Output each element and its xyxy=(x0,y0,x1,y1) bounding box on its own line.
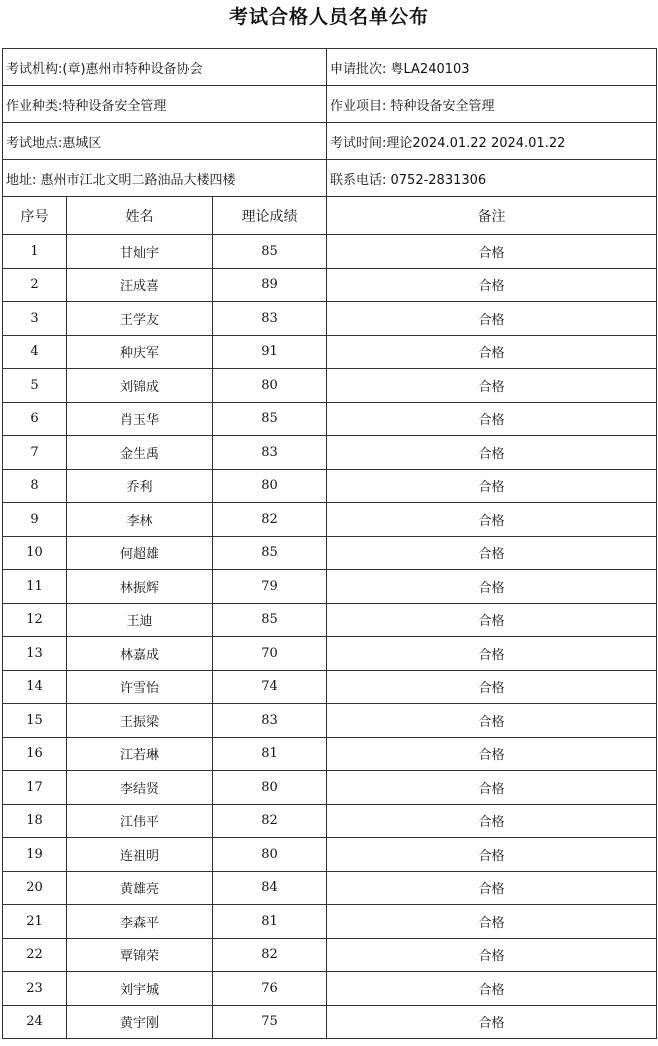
row-number: 10 xyxy=(3,536,67,570)
row-score: 83 xyxy=(213,302,327,336)
table-row xyxy=(3,1005,657,1039)
row-score: 80 xyxy=(213,369,327,403)
row-note: 合格 xyxy=(327,737,657,771)
row-number: 17 xyxy=(3,771,67,805)
job-type: 作业种类:特种设备安全管理 xyxy=(3,86,327,123)
row-number: 19 xyxy=(3,838,67,872)
row-name: 王学友 xyxy=(67,302,213,336)
row-score: 83 xyxy=(213,704,327,738)
row-name: 许雪怡 xyxy=(67,670,213,704)
contact-phone: 联系电话: 0752-2831306 xyxy=(327,160,657,197)
row-note: 合格 xyxy=(327,402,657,436)
row-number: 16 xyxy=(3,737,67,771)
table-row xyxy=(3,335,657,369)
row-name: 黄宇刚 xyxy=(67,1005,213,1039)
row-name: 王振梁 xyxy=(67,704,213,738)
exam-location: 考试地点:惠城区 xyxy=(3,123,327,160)
row-note: 合格 xyxy=(327,268,657,302)
table-row xyxy=(3,603,657,637)
row-number: 4 xyxy=(3,335,67,369)
row-note: 合格 xyxy=(327,704,657,738)
row-note: 合格 xyxy=(327,1005,657,1039)
row-score: 85 xyxy=(213,536,327,570)
row-number: 15 xyxy=(3,704,67,738)
row-note: 合格 xyxy=(327,603,657,637)
results-table xyxy=(2,48,657,1039)
row-number: 6 xyxy=(3,402,67,436)
row-number: 7 xyxy=(3,436,67,470)
row-name: 种庆军 xyxy=(67,335,213,369)
row-score: 85 xyxy=(213,402,327,436)
info-row xyxy=(3,123,657,160)
table-row xyxy=(3,369,657,403)
row-name: 乔利 xyxy=(67,469,213,503)
job-item: 作业项目: 特种设备安全管理 xyxy=(327,86,657,123)
row-name: 江若琳 xyxy=(67,737,213,771)
table-row xyxy=(3,804,657,838)
row-number: 8 xyxy=(3,469,67,503)
row-number: 14 xyxy=(3,670,67,704)
table-row xyxy=(3,570,657,604)
row-name: 黄雄亮 xyxy=(67,871,213,905)
row-note: 合格 xyxy=(327,335,657,369)
header-note: 备注 xyxy=(327,197,657,235)
row-number: 11 xyxy=(3,570,67,604)
row-note: 合格 xyxy=(327,436,657,470)
row-score: 84 xyxy=(213,871,327,905)
row-number: 20 xyxy=(3,871,67,905)
table-row xyxy=(3,737,657,771)
row-note: 合格 xyxy=(327,302,657,336)
row-number: 18 xyxy=(3,804,67,838)
row-score: 80 xyxy=(213,771,327,805)
exam-time: 考试时间:理论2024.01.22 2024.01.22 xyxy=(327,123,657,160)
row-number: 12 xyxy=(3,603,67,637)
row-number: 9 xyxy=(3,503,67,537)
row-note: 合格 xyxy=(327,536,657,570)
table-row xyxy=(3,637,657,671)
row-name: 刘锦成 xyxy=(67,369,213,403)
row-number: 5 xyxy=(3,369,67,403)
row-score: 91 xyxy=(213,335,327,369)
row-note: 合格 xyxy=(327,637,657,671)
header-no: 序号 xyxy=(3,197,67,235)
row-score: 82 xyxy=(213,938,327,972)
row-name: 金生禹 xyxy=(67,436,213,470)
table-row xyxy=(3,235,657,269)
page-title: 考试合格人员名单公布 xyxy=(228,6,429,28)
table-header xyxy=(3,197,657,235)
row-note: 合格 xyxy=(327,972,657,1006)
row-name: 王迪 xyxy=(67,603,213,637)
table-row xyxy=(3,871,657,905)
row-name: 李林 xyxy=(67,503,213,537)
row-name: 覃锦荣 xyxy=(67,938,213,972)
row-note: 合格 xyxy=(327,804,657,838)
info-row xyxy=(3,86,657,123)
row-note: 合格 xyxy=(327,938,657,972)
application-batch: 申请批次: 粤LA240103 xyxy=(327,49,657,86)
row-note: 合格 xyxy=(327,570,657,604)
row-note: 合格 xyxy=(327,838,657,872)
header-score: 理论成绩 xyxy=(213,197,327,235)
row-note: 合格 xyxy=(327,670,657,704)
row-score: 82 xyxy=(213,804,327,838)
row-number: 3 xyxy=(3,302,67,336)
row-note: 合格 xyxy=(327,503,657,537)
row-name: 汪成喜 xyxy=(67,268,213,302)
row-name: 李森平 xyxy=(67,905,213,939)
table-row xyxy=(3,905,657,939)
table-row xyxy=(3,704,657,738)
row-score: 76 xyxy=(213,972,327,1006)
row-name: 刘宇城 xyxy=(67,972,213,1006)
row-number: 24 xyxy=(3,1005,67,1039)
row-note: 合格 xyxy=(327,771,657,805)
row-number: 2 xyxy=(3,268,67,302)
row-score: 82 xyxy=(213,503,327,537)
row-score: 81 xyxy=(213,737,327,771)
exam-org: 考试机构:(章)惠州市特种设备协会 xyxy=(3,49,327,86)
table-row xyxy=(3,771,657,805)
row-number: 21 xyxy=(3,905,67,939)
row-note: 合格 xyxy=(327,369,657,403)
row-score: 81 xyxy=(213,905,327,939)
row-score: 80 xyxy=(213,469,327,503)
row-name: 甘灿宇 xyxy=(67,235,213,269)
row-score: 74 xyxy=(213,670,327,704)
row-note: 合格 xyxy=(327,871,657,905)
row-number: 13 xyxy=(3,637,67,671)
row-score: 79 xyxy=(213,570,327,604)
row-number: 23 xyxy=(3,972,67,1006)
table-row xyxy=(3,302,657,336)
row-name: 林振辉 xyxy=(67,570,213,604)
table-row xyxy=(3,268,657,302)
row-score: 75 xyxy=(213,1005,327,1039)
row-score: 70 xyxy=(213,637,327,671)
row-note: 合格 xyxy=(327,905,657,939)
row-score: 80 xyxy=(213,838,327,872)
table-row xyxy=(3,938,657,972)
table-row xyxy=(3,972,657,1006)
row-number: 1 xyxy=(3,235,67,269)
table-row xyxy=(3,402,657,436)
row-score: 89 xyxy=(213,268,327,302)
row-number: 22 xyxy=(3,938,67,972)
row-name: 何超雄 xyxy=(67,536,213,570)
row-score: 85 xyxy=(213,603,327,637)
address: 地址: 惠州市江北文明二路油品大楼四楼 xyxy=(3,160,327,197)
row-name: 李结贤 xyxy=(67,771,213,805)
row-name: 连祖明 xyxy=(67,838,213,872)
row-score: 85 xyxy=(213,235,327,269)
row-note: 合格 xyxy=(327,235,657,269)
row-name: 江伟平 xyxy=(67,804,213,838)
table-row xyxy=(3,469,657,503)
table-row xyxy=(3,536,657,570)
row-name: 肖玉华 xyxy=(67,402,213,436)
table-row xyxy=(3,503,657,537)
info-row xyxy=(3,49,657,86)
table-row xyxy=(3,670,657,704)
header-name: 姓名 xyxy=(67,197,213,235)
row-score: 83 xyxy=(213,436,327,470)
table-row xyxy=(3,436,657,470)
row-name: 林嘉成 xyxy=(67,637,213,671)
row-note: 合格 xyxy=(327,469,657,503)
table-row xyxy=(3,838,657,872)
info-row xyxy=(3,160,657,197)
